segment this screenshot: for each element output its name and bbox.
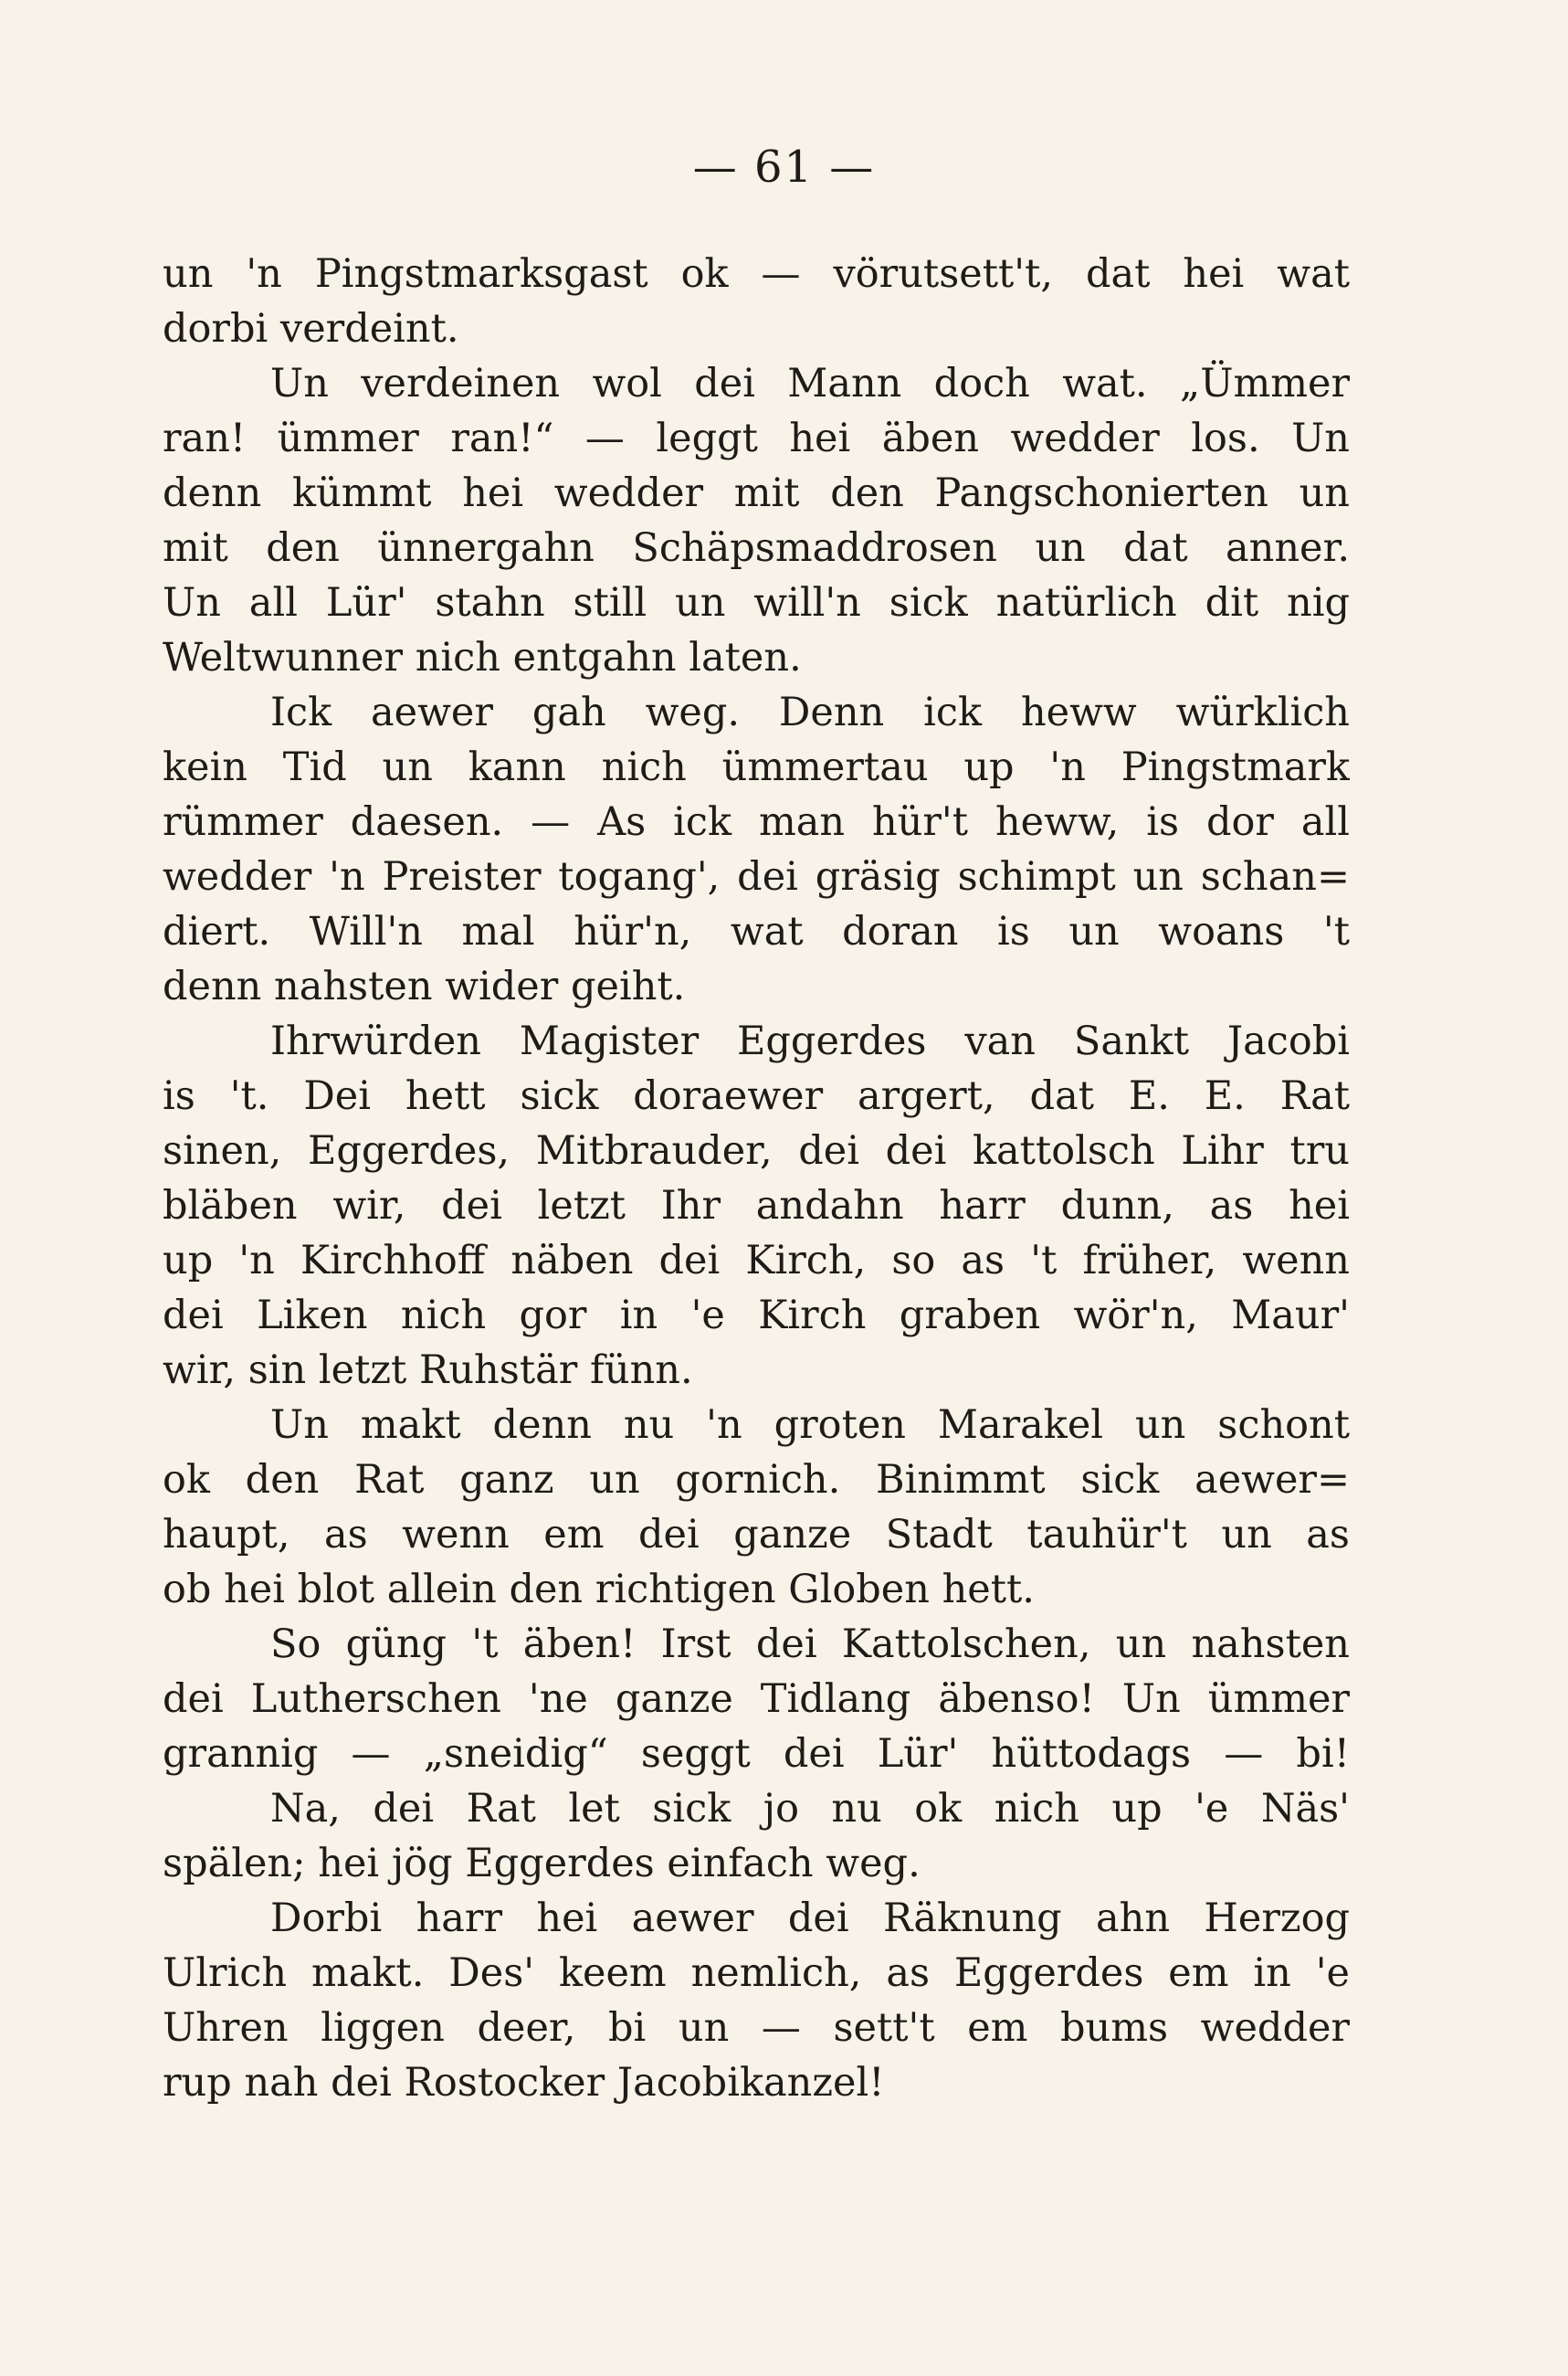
text-line: So güng 't äben! Irst dei Kattolschen, un nahsten <box>270 1621 1350 1667</box>
text-line: wir, sin letzt Ruhstär fünn. <box>163 1347 693 1393</box>
text-line: bläben wir, dei letzt Ihr andahn harr dunn, as hei <box>163 1183 1350 1229</box>
text-line: Ihrwürden Magister Eggerdes van Sankt Jacobi <box>270 1019 1350 1064</box>
body-text <box>163 247 1350 2110</box>
text-line: dorbi verdeint. <box>163 306 459 352</box>
text-line: Un all Lür' stahn still un will'n sick natürlich dit nig <box>163 580 1350 626</box>
text-line: haupt, as wenn em dei ganze Stadt tauhür't un as <box>163 1512 1350 1558</box>
text-line: wedder 'n Preister togang', dei gräsig schimpt un schan= <box>163 854 1350 900</box>
text-line: spälen; hei jög Eggerdes einfach weg. <box>163 1841 921 1886</box>
text-line: denn kümmt hei wedder mit den Pangschonierten un <box>163 470 1350 516</box>
text-line: ob hei blot allein den richtigen Globen hett. <box>163 1567 1035 1612</box>
text-line: Uhren liggen deer, bi un — sett't em bums wedder <box>163 2005 1350 2051</box>
text-line: ran! ümmer ran!“ — leggt hei äben wedder los. Un <box>163 416 1350 461</box>
text-line: Ick aewer gah weg. Denn ick heww würklich <box>270 690 1350 735</box>
text-line: un 'n Pingstmarksgast ok — vörutsett't, dat hei wat <box>163 251 1350 297</box>
page-number: — 61 — <box>692 142 876 193</box>
text-line: is 't. Dei hett sick doraewer argert, dat E. E. Rat <box>163 1073 1350 1119</box>
text-line: up 'n Kirchhoff näben dei Kirch, so as 't früher, wenn <box>163 1238 1350 1283</box>
text-line: Ulrich makt. Des' keem nemlich, as Eggerdes em in 'e <box>163 1950 1350 1996</box>
text-line: sinen, Eggerdes, Mitbrauder, dei dei kattolsch Lihr tru <box>163 1128 1350 1174</box>
text-line: kein Tid un kann nich ümmertau up 'n Pingstmark <box>163 744 1350 790</box>
text-line: diert. Will'n mal hür'n, wat doran is un woans 't <box>163 909 1350 955</box>
text-line: Na, dei Rat let sick jo nu ok nich up 'e Näs' <box>270 1786 1350 1832</box>
text-line: Un makt denn nu 'n groten Marakel un schont <box>270 1402 1350 1448</box>
text-line: rümmer daesen. — As ick man hür't heww, is dor all <box>163 799 1350 845</box>
text-line: mit den ünnergahn Schäpsmaddrosen un dat anner. <box>163 525 1350 571</box>
text-line: dei Liken nich gor in 'e Kirch graben wör'n, Maur' <box>163 1293 1350 1338</box>
text-line: grannig — „sneidig“ seggt dei Lür' hüttodags — bi! <box>163 1731 1350 1777</box>
text-line: rup nah dei Rostocker Jacobikanzel! <box>163 2060 885 2106</box>
text-line: Weltwunner nich entgahn laten. <box>163 635 802 681</box>
text-line: dei Lutherschen 'ne ganze Tidlang äbenso! Un ümmer <box>163 1676 1350 1722</box>
text-line: ok den Rat ganz un gornich. Binimmt sick aewer= <box>163 1457 1350 1503</box>
text-line: Un verdeinen wol dei Mann doch wat. „Ümmer <box>270 361 1350 407</box>
text-line: denn nahsten wider geiht. <box>163 964 686 1009</box>
text-line: Dorbi harr hei aewer dei Räknung ahn Herzog <box>270 1896 1350 1941</box>
